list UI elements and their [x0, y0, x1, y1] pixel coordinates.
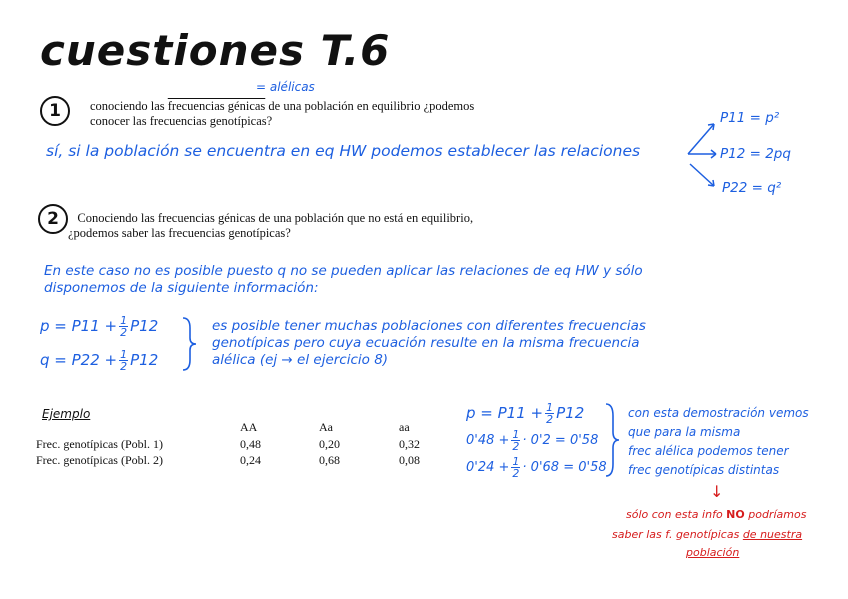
explanation-line3: alélica (ej → el ejercicio 8) — [212, 352, 389, 368]
calc-note-line2: que para la misma — [628, 425, 741, 439]
example-heading: Ejemplo — [42, 407, 91, 421]
calc-line-3-rhs: · 0'68 = 0'58 — [522, 460, 607, 475]
table-cell: 0,24 — [240, 453, 261, 467]
fraction-numerator: 1 — [546, 401, 554, 414]
equation-q-lhs: q = P22 + — [40, 351, 118, 369]
fraction-denominator: 2 — [120, 360, 128, 373]
table-cell: 0,68 — [319, 453, 340, 467]
calc-line-3-lhs: 0'24 + — [466, 460, 510, 475]
brace-icon — [603, 402, 621, 478]
equation-p-rhs: P12 — [130, 317, 159, 335]
question-2-number: 2 — [38, 204, 68, 234]
calc-line-1-lhs: p = P11 + — [466, 404, 544, 422]
calc-line-2 — [466, 429, 598, 452]
calc-fraction — [545, 402, 554, 425]
question-2-text — [68, 211, 473, 241]
fraction-numerator: 1 — [120, 348, 128, 361]
fraction-denominator: 2 — [512, 467, 520, 480]
calc-note-line3: frec alélica podemos tener — [628, 444, 789, 458]
calc-note-line1: con esta demostración vemos — [628, 406, 809, 420]
explanation-line2: genotípicas pero cuya ecuación resulte en la misma frecuencia — [212, 335, 640, 351]
calc-line-3 — [466, 456, 607, 479]
conclusion-line2-underlined: de nuestra — [742, 528, 803, 541]
calc-note — [628, 404, 809, 480]
conclusion-line1 — [626, 508, 806, 521]
relation-p11: P11 = p² — [720, 110, 780, 126]
table-cell: 0,32 — [399, 437, 420, 451]
conclusion-line2-pre: saber las f. genotípicas — [612, 528, 740, 541]
equation-p-lhs: p = P11 + — [40, 317, 118, 335]
brace-icon — [180, 316, 198, 372]
fraction-numerator: 1 — [120, 314, 128, 327]
question-2-line1: Conociendo las frecuencias génicas de una población que no está en equilibrio, — [77, 211, 474, 225]
relations-arrows — [684, 108, 724, 198]
conclusion-line2 — [612, 528, 802, 541]
explanation-text — [212, 318, 646, 369]
column-header-aa-mixed: Aa — [319, 420, 333, 434]
alelicas-note: = alélicas — [256, 80, 315, 94]
conclusion-line1-pre: sólo con esta info — [626, 508, 723, 521]
equation-q-fraction — [119, 349, 128, 372]
table-cell: 0,20 — [319, 437, 340, 451]
column-header-aa-lower: aa — [399, 420, 410, 434]
fraction-numerator: 1 — [512, 428, 520, 441]
relation-p12: P12 = 2pq — [720, 146, 791, 162]
relation-p22: P22 = q² — [722, 180, 782, 196]
equation-q — [40, 349, 158, 372]
conclusion-line3: población — [686, 546, 740, 559]
equation-p-fraction — [119, 315, 128, 338]
table-row-label: Frec. genotípicas (Pobl. 1) — [36, 437, 163, 451]
question-1-line1-post: de una población en equilibrio ¿podemos — [268, 99, 475, 113]
calc-note-line4: frec genotípicas distintas — [628, 463, 780, 477]
answer-1-text: sí, si la población se encuentra en eq HW podemos establecer las relaciones — [46, 142, 641, 160]
table-cell: 0,08 — [399, 453, 420, 467]
calc-line-1-rhs: P12 — [556, 404, 585, 422]
fraction-numerator: 1 — [512, 455, 520, 468]
calc-line-2-rhs: · 0'2 = 0'58 — [522, 433, 599, 448]
question-1-line1-pre: conociendo las — [90, 99, 165, 113]
calc-line-1 — [466, 402, 584, 425]
calc-fraction — [511, 456, 520, 479]
explanation-line1: es posible tener muchas poblaciones con diferentes frecuencias — [212, 318, 646, 334]
equation-p — [40, 315, 158, 338]
fraction-denominator: 2 — [120, 326, 128, 339]
calc-fraction — [511, 429, 520, 452]
question-2-line2: ¿podemos saber las frecuencias genotípicas? — [68, 226, 291, 240]
conclusion-line1-post: podríamos — [748, 508, 807, 521]
answer-2-text — [44, 263, 643, 297]
down-arrow-icon: ↓ — [710, 482, 724, 501]
question-1-number: 1 — [40, 96, 70, 126]
fraction-denominator: 2 — [546, 413, 554, 426]
table-cell: 0,48 — [240, 437, 261, 451]
equation-q-rhs: P12 — [130, 351, 159, 369]
answer-2-line2: disponemos de la siguiente información: — [44, 280, 319, 296]
question-1-term: frecuencias génicas — [167, 99, 266, 113]
answer-2-line1: En este caso no es posible puesto q no se pueden aplicar las relaciones de eq HW y sólo — [44, 263, 643, 279]
conclusion-no: NO — [726, 508, 745, 521]
question-1-text — [90, 99, 474, 129]
fraction-denominator: 2 — [512, 440, 520, 453]
table-row-label: Frec. genotípicas (Pobl. 2) — [36, 453, 163, 467]
page-title: cuestiones T.6 — [40, 26, 391, 75]
question-1-line2: conocer las frecuencias genotípicas? — [90, 114, 273, 128]
calc-line-2-lhs: 0'48 + — [466, 433, 510, 448]
column-header-aa-upper: AA — [240, 420, 258, 434]
